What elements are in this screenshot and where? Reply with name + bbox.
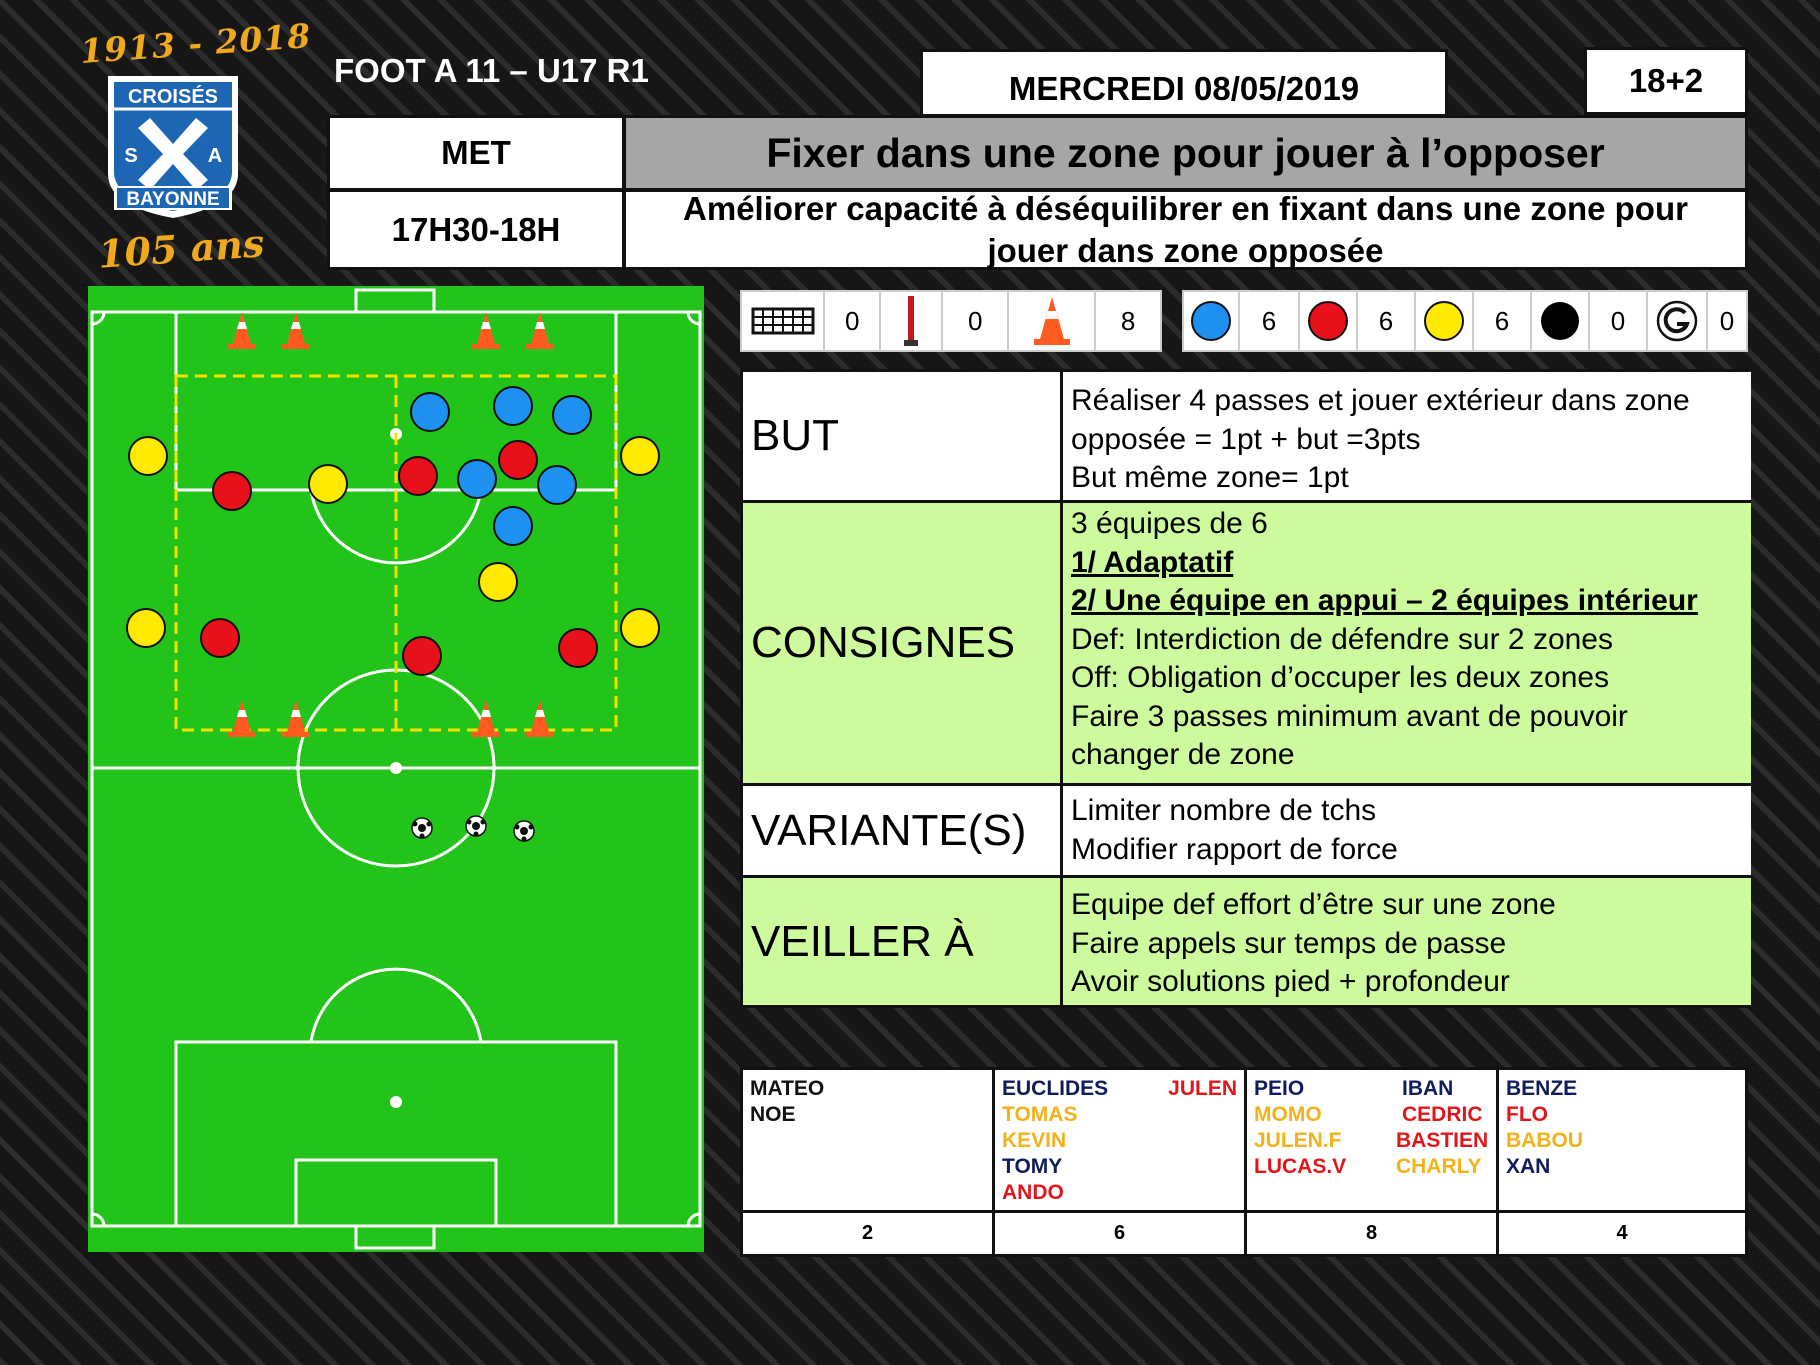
row-consignes (743, 503, 1751, 786)
consignes-line: 1/ Adaptatif (1071, 545, 1234, 579)
team-count-4: 4 (1499, 1210, 1745, 1254)
player-name: CHARLY (1396, 1155, 1482, 1178)
yellow-player-marker (309, 465, 347, 503)
player-name: ANDO (1002, 1181, 1064, 1204)
team-col-2 (995, 1070, 1247, 1210)
but-line: Réaliser 4 passes et jouer extérieur dans zone (1071, 384, 1690, 417)
player-name: EUCLIDES (1002, 1077, 1109, 1100)
yellow-player-marker (479, 563, 517, 601)
logo-years: 1913 - 2018 (78, 15, 313, 72)
blue-player-marker (553, 396, 591, 434)
goalkeeper-icon (1648, 292, 1708, 350)
player-name: PEIO (1254, 1077, 1305, 1100)
blue-bibs-count: 6 (1240, 292, 1300, 350)
blue-player-marker (494, 387, 532, 425)
team-col-4 (1499, 1070, 1745, 1210)
objective-cell: Améliorer capacité à déséquilibrer en fixant dans une zone pour jouer dans zone opposée (626, 192, 1745, 267)
cone-icon (1009, 292, 1096, 350)
veiller-line: Faire appels sur temps de passe (1071, 926, 1507, 960)
player-name: IBAN (1402, 1077, 1454, 1100)
blue-player-marker (458, 460, 496, 498)
ball-marker (514, 821, 534, 842)
variantes-line: Modifier rapport de force (1071, 832, 1398, 866)
blue-bib-icon (1184, 292, 1240, 350)
but-line: But même zone= 1pt (1071, 461, 1349, 494)
goalkeeper-count: 0 (1719, 305, 1735, 336)
player-name: XAN (1506, 1155, 1551, 1178)
club-logo (104, 74, 242, 220)
row-variantes (743, 786, 1751, 878)
player-name: LUCAS.V (1254, 1155, 1347, 1178)
veiller-line: Equipe def effort d’être sur une zone (1071, 888, 1556, 921)
red-player-marker (213, 472, 251, 510)
player-name: JULEN (1168, 1077, 1237, 1100)
bibs-bar (1182, 290, 1748, 352)
row-veiller (743, 878, 1751, 1008)
red-player-marker (399, 457, 437, 495)
instructions-table (740, 369, 1748, 1005)
session-date: MERCREDI 08/05/2019 (920, 49, 1448, 117)
logo-bottom-text: BAYONNE (126, 189, 220, 210)
cones-count: 8 (1120, 305, 1136, 336)
session-header-table (327, 115, 1748, 270)
variantes-line: Limiter nombre de tchs (1071, 794, 1377, 827)
but-label: BUT (743, 372, 1063, 500)
poles-count: 0 (943, 292, 1009, 350)
red-player-marker (499, 441, 537, 479)
team-count-2: 6 (995, 1210, 1247, 1254)
red-bibs-count: 6 (1358, 292, 1416, 350)
black-bib-icon (1532, 292, 1590, 350)
yellow-player-marker (621, 437, 659, 475)
pitch-diagram (88, 286, 704, 1252)
consignes-line: 2/ Une équipe en appui – 2 équipes intérieur (1071, 584, 1698, 617)
players-count: 18+2 (1584, 47, 1748, 115)
consignes-line: Off: Obligation d’occuper les deux zones (1071, 661, 1610, 694)
logo-left-letter: S (124, 145, 138, 167)
player-name: KEVIN (1002, 1129, 1067, 1152)
ball-marker (466, 816, 486, 837)
consignes-label: CONSIGNES (743, 503, 1063, 783)
veiller-line: Avoir solutions pied + profondeur (1071, 965, 1510, 998)
consignes-line: Def: Interdiction de défendre sur 2 zones (1071, 622, 1613, 656)
but-line: opposée = 1pt + but =3pts (1071, 422, 1421, 456)
red-player-marker (403, 637, 441, 675)
player-name: BASTIEN (1396, 1129, 1489, 1152)
logo-right-letter: A (207, 145, 223, 167)
blue-player-marker (494, 507, 532, 545)
consignes-line: 3 équipes de 6 (1071, 507, 1268, 540)
logo-top-text: CROISÉS (127, 86, 219, 108)
player-name: BENZE (1506, 1077, 1578, 1100)
team-count-3: 8 (1247, 1210, 1499, 1254)
player-name: MOMO (1254, 1103, 1322, 1126)
consignes-line: Faire 3 passes minimum avant de pouvoir (1071, 699, 1628, 733)
black-bibs-count: 0 (1590, 292, 1648, 350)
goals-count: 0 (825, 292, 881, 350)
consignes-line: changer de zone (1071, 738, 1295, 771)
player-name: CEDRIC (1402, 1103, 1483, 1126)
player-name: BABOU (1506, 1129, 1583, 1152)
blue-player-marker (411, 393, 449, 431)
yellow-player-marker (127, 609, 165, 647)
team-col-1 (743, 1070, 995, 1210)
session-category: FOOT A 11 – U17 R1 (334, 52, 649, 89)
yellow-player-marker (129, 437, 167, 475)
player-name: NOE (750, 1103, 796, 1126)
variantes-label: VARIANTE(S) (743, 786, 1063, 875)
logo-anniversary: 105 ans (96, 220, 266, 277)
red-player-marker (201, 619, 239, 657)
red-player-marker (559, 629, 597, 667)
pole-icon (881, 292, 943, 350)
yellow-bibs-count: 6 (1474, 292, 1532, 350)
player-name: TOMAS (1002, 1103, 1078, 1126)
equipment-bar (740, 290, 1162, 352)
veiller-label: VEILLER À (743, 878, 1063, 1005)
red-bib-icon (1300, 292, 1358, 350)
player-name: MATEO (750, 1077, 825, 1100)
team-col-3 (1247, 1070, 1499, 1210)
ball-marker (412, 818, 432, 839)
time-cell: 17H30-18H (330, 192, 622, 267)
goal-icon (742, 292, 825, 350)
method-cell: MET (330, 118, 622, 188)
row-but (743, 372, 1751, 503)
teams-table (740, 1067, 1748, 1257)
player-name: JULEN.F (1254, 1129, 1342, 1152)
player-name: TOMY (1002, 1155, 1063, 1178)
player-name: FLO (1506, 1103, 1548, 1126)
team-count-1: 2 (743, 1210, 995, 1254)
yellow-player-marker (621, 609, 659, 647)
yellow-bib-icon (1416, 292, 1474, 350)
theme-cell: Fixer dans une zone pour jouer à l’opposer (626, 118, 1745, 188)
blue-player-marker (538, 466, 576, 504)
